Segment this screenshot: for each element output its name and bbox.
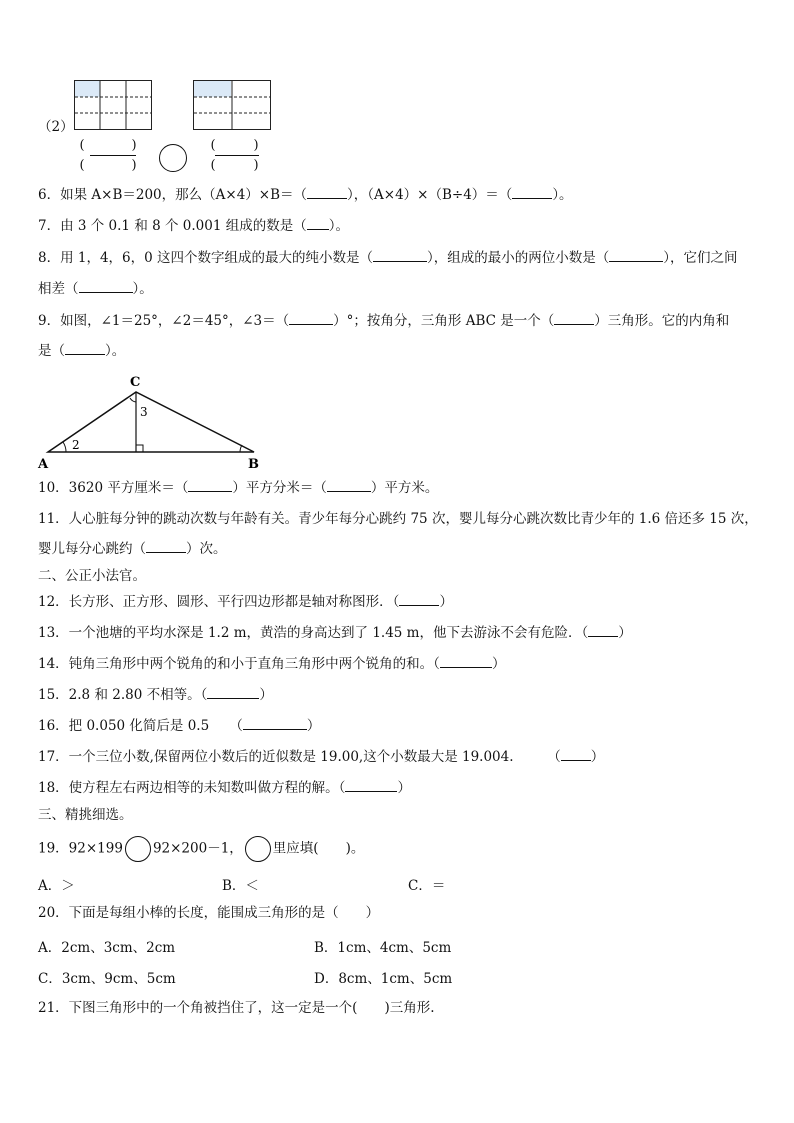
grid-lines — [194, 81, 270, 129]
question-16: 16．把 0.050 化简后是 0.5 （ ） — [38, 718, 321, 734]
fraction-left-bar — [90, 155, 136, 156]
question-9-line-1: 9．如图，∠1＝25°，∠2＝45°，∠3＝（ ）°；按角分，三角形 ABC 是一个（ ）三角形。它的内角和 — [38, 313, 730, 329]
question-13: 13．一个池塘的平均水深是 1.2 m，黄浩的身高达到了 1.45 m，他下去游泳不会有危险．（ ） — [38, 625, 632, 641]
answer-blank[interactable] — [243, 717, 307, 730]
fraction-right-bar — [215, 155, 259, 156]
option-d[interactable]: D．8cm、1cm、5cm — [314, 971, 453, 987]
question-10: 10．3620 平方厘米＝（ ）平方分米＝（ ）平方米。 — [38, 480, 439, 496]
fraction-right-denominator-open: ( — [210, 158, 216, 173]
answer-blank[interactable] — [373, 249, 427, 262]
answer-blank[interactable] — [289, 312, 333, 325]
question-12: 12．长方形、正方形、圆形、平行四边形都是轴对称图形．（ ） — [38, 594, 453, 610]
option-a[interactable]: A．＞ — [38, 878, 75, 894]
answer-blank[interactable] — [399, 593, 439, 606]
q5-label: （2） — [38, 119, 74, 135]
fraction-left-numerator-open: ( — [79, 138, 85, 153]
question-19: 19．92×199 92×200－1， 里应填( )。 — [38, 836, 364, 862]
option-a[interactable]: A．2cm、3cm、2cm — [38, 940, 176, 956]
question-11-line-2: 婴儿每分心跳约（ ）次。 — [38, 541, 227, 557]
question-21: 21．下图三角形中的一个角被挡住了，这一定是一个( )三角形. — [38, 1000, 435, 1016]
answer-blank[interactable] — [207, 686, 259, 699]
fraction-right-denominator-close: ) — [253, 158, 259, 173]
answer-blank[interactable] — [512, 186, 552, 199]
option-c[interactable]: C．3cm、9cm、5cm — [38, 971, 176, 987]
answer-blank[interactable] — [588, 624, 618, 637]
answer-blank[interactable] — [561, 748, 591, 761]
question-15: 15．2.8 和 2.80 不相等。（ ） — [38, 687, 273, 703]
option-b[interactable]: B．1cm、4cm、5cm — [314, 940, 452, 956]
fraction-grid-left — [74, 80, 152, 130]
question-18: 18．使方程左右两边相等的未知数叫做方程的解。（ ） — [38, 780, 411, 796]
vertex-label-c: C — [130, 375, 141, 390]
fraction-right-numerator-open: ( — [210, 138, 216, 153]
answer-blank[interactable] — [327, 479, 371, 492]
comparison-circle[interactable] — [245, 836, 271, 862]
triangle-abc-figure — [30, 372, 270, 472]
question-11-line-1: 11．人心脏每分钟的跳动次数与年龄有关。青少年每分心跳约 75 次，婴儿每分心跳次数比青少年的 1.6 倍还多 15 次， — [38, 511, 758, 527]
question-8-line-2: 相差（ ）。 — [38, 281, 153, 297]
section-2-heading: 二、公正小法官。 — [38, 568, 146, 584]
fraction-left-denominator-open: ( — [79, 158, 85, 173]
question-14: 14．钝角三角形中两个锐角的和小于直角三角形中两个锐角的和。（ ） — [38, 656, 506, 672]
answer-blank[interactable] — [554, 312, 594, 325]
answer-blank[interactable] — [609, 249, 663, 262]
answer-blank[interactable] — [79, 280, 133, 293]
grid-lines — [75, 81, 151, 129]
vertex-label-a: A — [38, 457, 49, 472]
fraction-grid-right — [193, 80, 271, 130]
question-17: 17．一个三位小数,保留两位小数后的近似数是 19.00,这个小数最大是 19.004. （ ） — [38, 749, 605, 765]
answer-blank[interactable] — [188, 479, 232, 492]
angle-label-3: 3 — [140, 405, 148, 419]
answer-blank[interactable] — [307, 217, 329, 230]
question-6: 6．如果 A×B＝200，那么（A×4）×B＝（ ），（A×4）×（B÷4）＝（ ）。 — [38, 187, 573, 203]
vertex-label-b: B — [248, 457, 259, 472]
question-7: 7．由 3 个 0.1 和 8 个 0.001 组成的数是（ ）。 — [38, 218, 349, 234]
fraction-right-numerator-close: ) — [253, 138, 259, 153]
answer-blank[interactable] — [65, 342, 105, 355]
answer-blank[interactable] — [345, 779, 397, 792]
angle-label-2: 2 — [72, 438, 80, 452]
question-20: 20．下面是每组小棒的长度，能围成三角形的是（ ） — [38, 905, 380, 921]
answer-blank[interactable] — [146, 540, 186, 553]
option-c[interactable]: C．＝ — [408, 878, 446, 894]
answer-blank[interactable] — [307, 186, 347, 199]
answer-blank[interactable] — [440, 655, 492, 668]
question-8-line-1: 8．用 1，4，6，0 这四个数字组成的最大的纯小数是（ ），组成的最小的两位小数是（ ），它们之间 — [38, 250, 738, 266]
option-b[interactable]: B．＜ — [222, 878, 259, 894]
section-3-heading: 三、精挑细选。 — [38, 807, 133, 823]
fraction-left-numerator-close: ) — [131, 138, 137, 153]
fraction-left-denominator-close: ) — [131, 158, 137, 173]
question-9-line-2: 是（ ）。 — [38, 343, 126, 359]
comparison-circle[interactable] — [159, 144, 187, 172]
comparison-circle[interactable] — [125, 836, 151, 862]
